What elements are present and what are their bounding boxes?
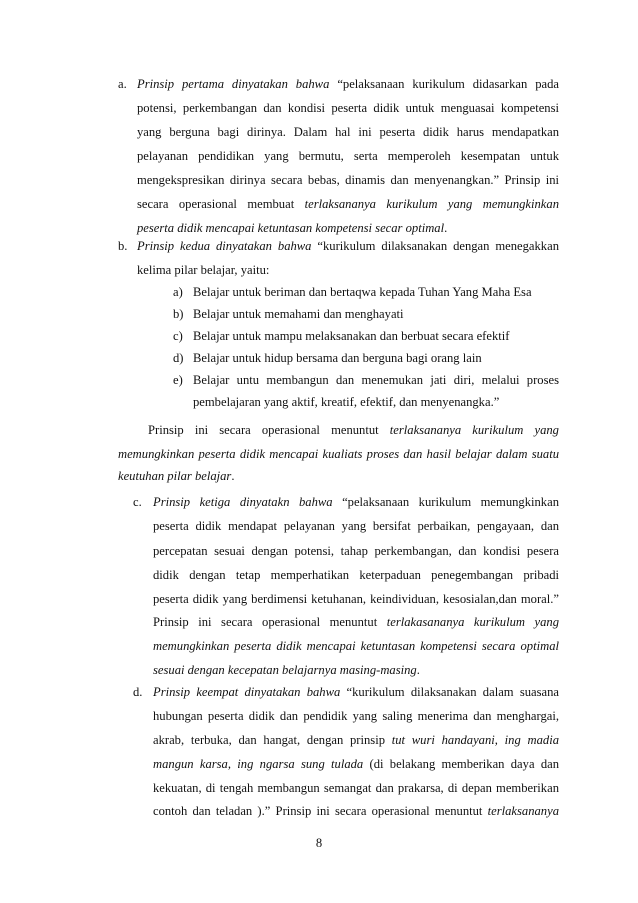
pillar-label: c): [173, 329, 183, 343]
page-number: 8: [315, 836, 323, 850]
item-a-line: Prinsip pertama dinyatakan bahwa “pelaksanaan kurikulum didasarkan pada: [137, 77, 560, 91]
item-a-line: mengekspresikan dirinya secara bebas, dinamis dan menyenangkan.” Prinsip ini: [137, 173, 559, 187]
item-d-line: kekuatan, di tengah membangun semangat dan prakarsa, di depan memberikan: [153, 781, 559, 795]
item-c-line: percepatan sesuai dengan potensi, tahap perkembangan, dan kondisi pesera: [153, 544, 559, 558]
item-b-line: kelima pilar belajar, yaitu:: [137, 263, 270, 277]
item-d-line: mangun karsa, ing ngarsa sung tulada (di belakang memberikan daya dan: [153, 757, 560, 771]
paragraph-line: Prinsip ini secara operasional menuntut terlaksananya kurikulum yang: [148, 423, 559, 437]
item-b-label: b.: [118, 239, 128, 253]
paragraph-line: memungkinkan peserta didik mencapai kualiats proses dan hasil belajar dalam suatu: [118, 447, 559, 461]
item-a-line: peserta didik mencapai ketuntasan kompetensi secar optimal.: [137, 221, 448, 235]
item-c-line: Prinsip ini secara operasional menuntut terlakasananya kurikulum yang: [153, 615, 559, 629]
paragraph-line: keutuhan pilar belajar.: [118, 469, 235, 483]
pillar-line: Belajar untuk memahami dan menghayati: [193, 307, 404, 321]
item-c-line: Prinsip ketiga dinyatakn bahwa “pelaksanaan kurikulum memungkinkan: [153, 495, 559, 509]
item-a-line: secara operasional membuat terlaksananya kurikulum yang memungkinkan: [137, 197, 559, 211]
pillar-label: e): [173, 373, 183, 387]
pillar-line: Belajar untuk mampu melaksanakan dan berbuat secara efektif: [193, 329, 510, 343]
item-d-line: hubungan peserta didik dan pendidik yang saling menerima dan menghargai,: [153, 709, 559, 723]
item-a-line: potensi, perkembangan dan kondisi peserta didik untuk menguasai kompetensi: [137, 101, 559, 115]
item-d-line: Prinsip keempat dinyatakan bahwa “kurikulum dilaksanakan dalam suasana: [153, 685, 559, 699]
item-d-label: d.: [133, 685, 143, 699]
pillar-label: d): [173, 351, 184, 365]
item-d-line: contoh dan teladan ).” Prinsip ini secara operasional menuntut terlaksananya: [153, 804, 559, 818]
item-c-label: c.: [133, 495, 142, 509]
item-b-line: Prinsip kedua dinyatakan bahwa “kurikulum dilaksanakan dengan menegakkan: [137, 239, 559, 253]
item-a-label: a.: [118, 77, 127, 91]
pillar-line: Belajar untuk beriman dan bertaqwa kepada Tuhan Yang Maha Esa: [193, 285, 532, 299]
pillar-line: Belajar untu membangun dan menemukan jati diri, melalui proses: [193, 373, 559, 387]
item-d-line: akrab, terbuka, dan hangat, dengan prinsip tut wuri handayani, ing madia: [153, 733, 559, 747]
pillar-line: Belajar untuk hidup bersama dan berguna bagi orang lain: [193, 351, 482, 365]
item-c-line: memungkinkan peserta didik mencapai ketuntasan kompetensi secara optimal: [153, 639, 559, 653]
item-a-line: pelayanan pendidikan yang bermutu, serta memperoleh kesempatan untuk: [137, 149, 559, 163]
item-c-line: didik dengan tetap memperhatikan keterpaduan penegembangan pribadi: [153, 568, 559, 582]
pillar-label: a): [173, 285, 183, 299]
item-a-line: yang berguna bagi dirinya. Dalam hal ini peserta didik harus mendapatkan: [137, 125, 559, 139]
pillar-line: pembelajaran yang aktif, kreatif, efektif, dan menyenangka.”: [193, 395, 500, 409]
pillar-label: b): [173, 307, 184, 321]
item-c-line: sesuai dengan kecepatan belajarnya masing-masing.: [153, 663, 420, 677]
item-c-line: peserta didik yang berdimensi ketuhanan, keindividuan, kesosialan,dan moral.”: [153, 592, 559, 606]
item-c-line: peserta didik mendapat pelayanan yang bersifat perbaikan, pengayaan, dan: [153, 519, 559, 533]
